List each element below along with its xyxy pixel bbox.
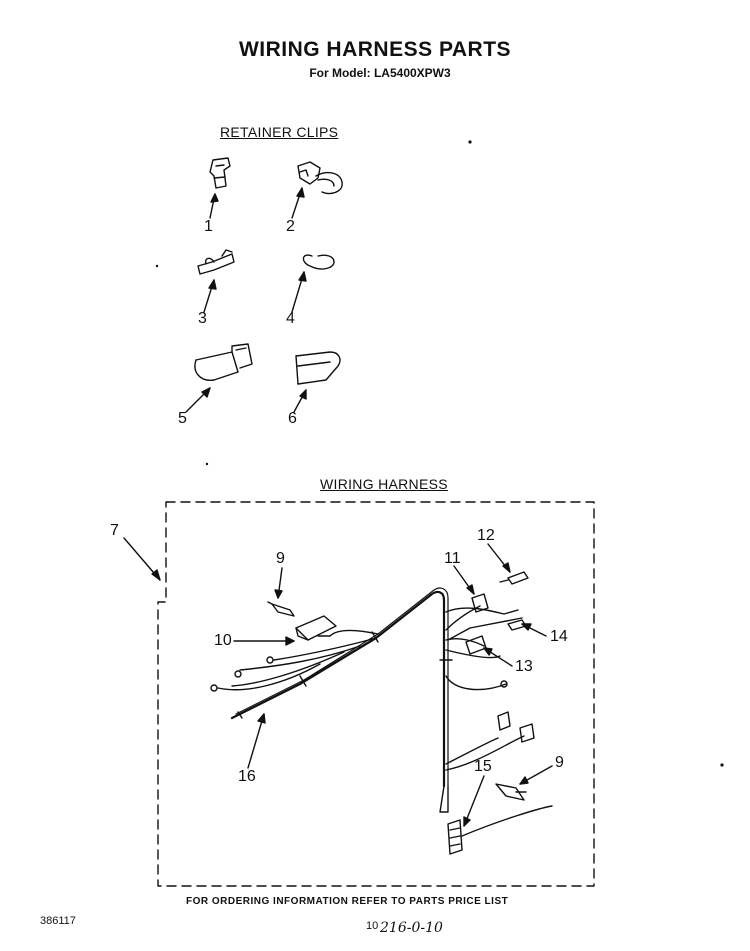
retainer-clip-2-drawing [298,162,342,194]
callout-12: 12 [477,527,495,544]
callout-3: 3 [198,310,207,327]
callout-14: 14 [550,628,568,645]
callout-13: 13 [515,658,533,675]
callout-15: 15 [474,758,492,775]
callout-6: 6 [288,410,297,427]
callout-2: 2 [286,218,295,235]
retainer-clip-3-drawing [198,250,234,274]
harness-boundary [158,502,594,886]
page-number: 10 [366,920,379,932]
retainer-clip-5-drawing [195,344,252,380]
callout-10: 10 [214,632,232,649]
callout-4: 4 [286,310,295,327]
document-number: 386117 [40,915,76,927]
retainer-clips-heading: RETAINER CLIPS [220,124,339,140]
callout-9-left: 9 [276,550,285,567]
wire-harness-drawing [211,572,552,854]
callout-11: 11 [444,550,461,567]
ordering-footer: FOR ORDERING INFORMATION REFER TO PARTS PRICE LIST [186,896,509,907]
page-title: WIRING HARNESS PARTS [238,38,512,61]
callout-7: 7 [110,522,119,539]
callout-9-right: 9 [555,754,564,771]
callout-16: 16 [238,768,256,785]
retainer-clip-4-drawing [303,255,334,269]
model-number: For Model: LA5400XPW3 [309,66,451,80]
callout-1: 1 [204,218,213,235]
wiring-harness-heading: WIRING HARNESS [320,476,448,492]
retainer-clip-6-drawing [296,352,340,384]
handwritten-code: 216-0-10 [380,920,443,936]
callout-5: 5 [178,410,187,427]
retainer-clip-1-drawing [210,158,230,188]
